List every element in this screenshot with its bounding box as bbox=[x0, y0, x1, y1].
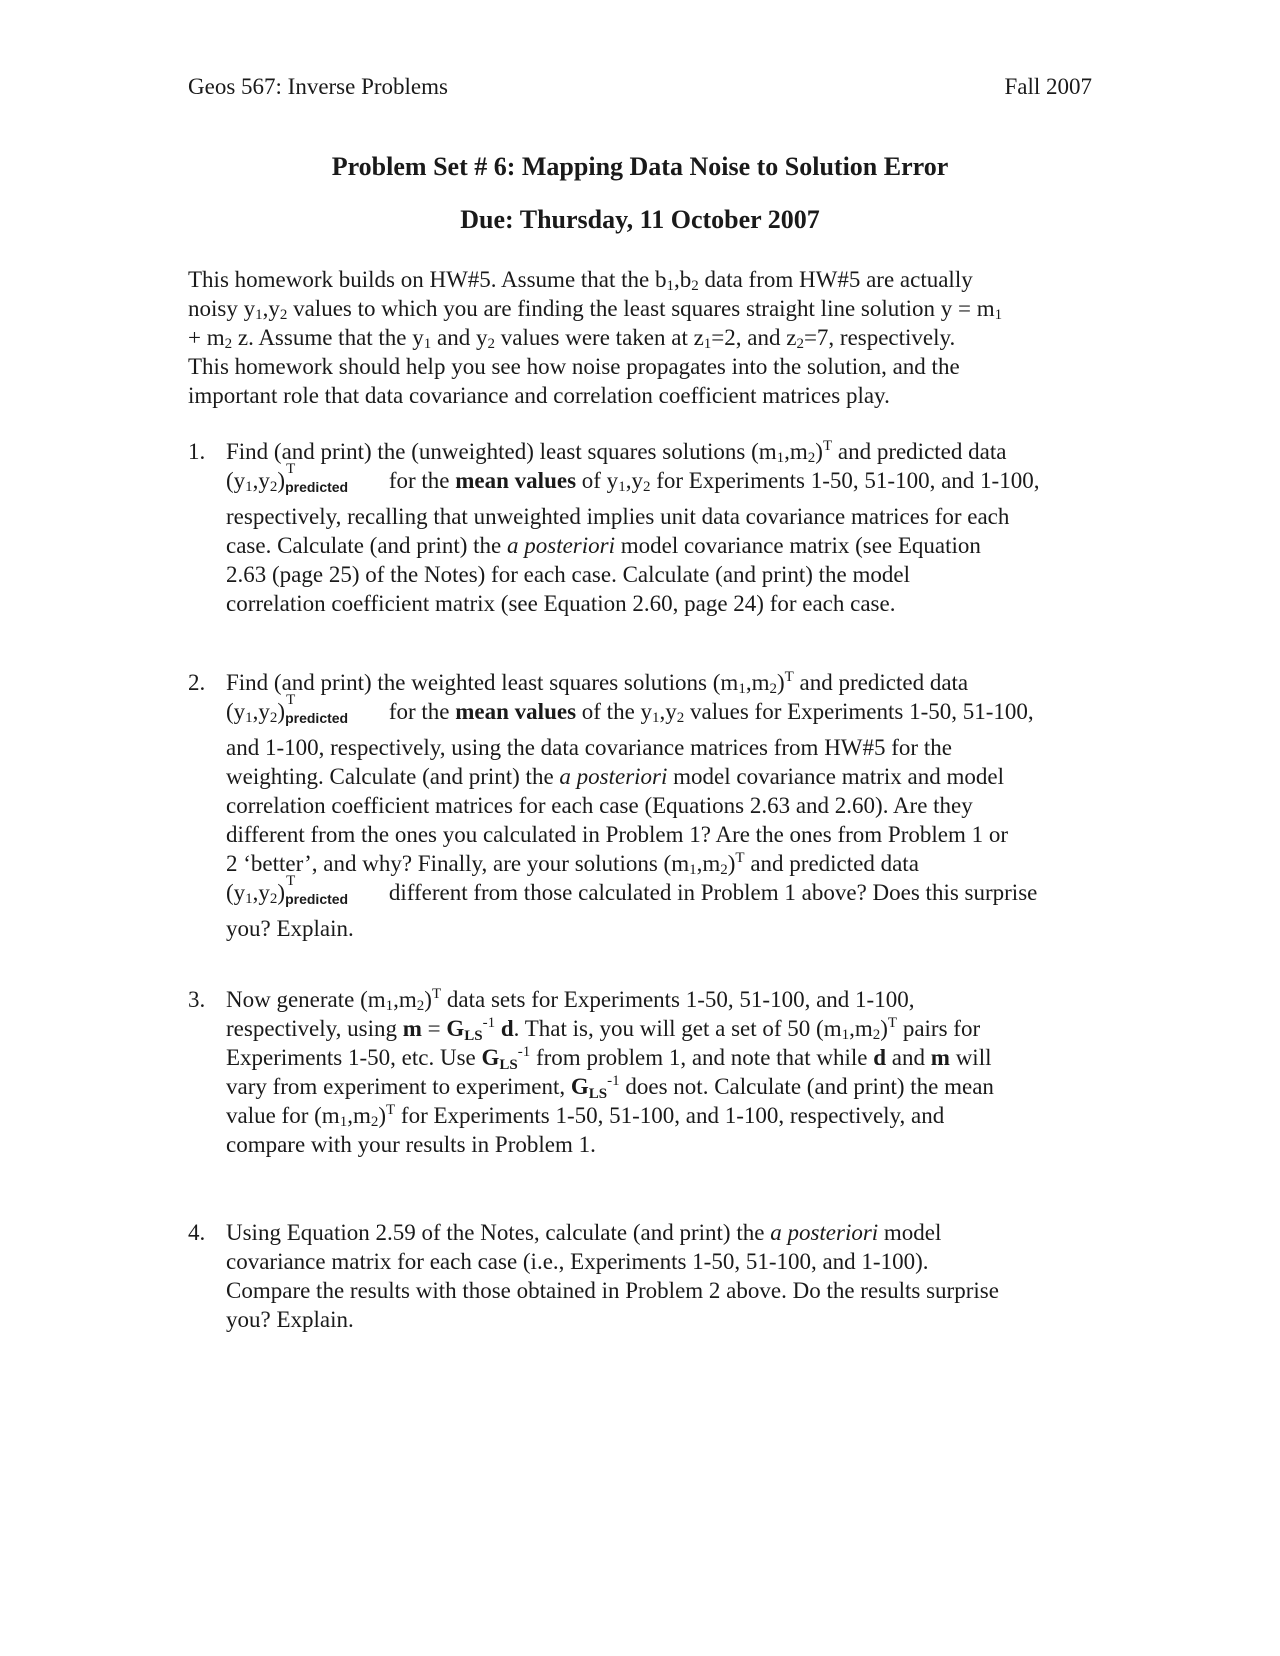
problem-4: 4. Using Equation 2.59 of the Notes, calculate (and print) the a posteriori model covariance matrix for each case (i.e., Experiments 1-50, 51-100, and 1-100). Compare the results with those obtained in Problem 2 above. Do the results surprise you? Explain. bbox=[188, 1220, 999, 1332]
problem-number: 4. bbox=[188, 1220, 206, 1245]
term-header: Fall 2007 bbox=[1004, 74, 1092, 99]
course-header: Geos 567: Inverse Problems bbox=[188, 74, 448, 99]
problem-number: 2. bbox=[188, 670, 206, 695]
problem-number: 1. bbox=[188, 439, 206, 464]
problem-1: 1. Find (and print) the (unweighted) least squares solutions $(m_1,m_2)^T$ and predicted data $(y_1,y_2)$ T predicted for the mean values of $y_1,y_2$ for Experiments 1-50, 51-100, and 1-100, respectively, recalling that unweighted implies unit data covariance matrices for each case. Calculate (and print) the a posteriori model covariance matrix (see Equation 2.63 (page 25) of the Notes) for each case. Calculate (and print) the model correlation coefficient matrix (see Equation 2.60, page 24) for each case. bbox=[188, 438, 1040, 616]
problem-2: 2. Find (and print) the weighted least squares solutions $(m_1,m_2)^T$ and predicted data $(y_1,y_2)$ T predicted for the mean values of the $y_1,y_2$ values for Experiments 1-50, 51-100, and 1-100, respectively, using the data covariance matrices from HW#5 for the weighting. Calculate (and print) the a posteriori model covariance matrix and model correlation coefficient matrices for each case (Equations 2.63 and 2.60). Are they different from the ones you calculated in Problem 1? Are the ones from Problem 1 or 2 ‘better’, and why? Finally, are your solutions $(m_1,m_2)^T$ and predicted data $(y_1,y_2)$ T predicted different from those calculated in Problem 1 above? Does this surprise you? Explain. bbox=[188, 669, 1038, 941]
intro-paragraph: This homework builds on HW#5. Assume that the $b_1,b_2$ data from HW#5 are actually noisy $y_1,y_2$ values to which you are finding the least squares straight line solution $y = m_1$ + $m_2$ z. Assume that the $y_1$ and $y_2$ values were taken at $z_1=2$, and $z_2=7$, respectively. This homework should help you see how noise propagates into the solution, and the important role that data covariance and correlation coefficient matrices play. bbox=[188, 267, 1003, 408]
due-date: Due: Thursday, 11 October 2007 bbox=[460, 205, 820, 234]
problem-3: 3. Now generate $(m_1,m_2)^T$ data sets for Experiments 1-50, 51-100, and 1-100, respectively, using $m = GLS^{-1}$ d. That is, you will get a set of 50 $(m_1,m_2)^T$ pairs for Experiments 1-50, etc. Use $GLS^{-1}$ from problem 1, and note that while d and m will vary from experiment to experiment, $GLS^{-1}$ does not. Calculate (and print) the mean value for $(m_1,m_2)^T$ for Experiments 1-50, 51-100, and 1-100, respectively, and compare with your results in Problem 1. bbox=[188, 986, 994, 1157]
problem-set-title: Problem Set # 6: Mapping Data Noise to Solution Error bbox=[331, 152, 949, 181]
problem-number: 3. bbox=[188, 987, 206, 1012]
